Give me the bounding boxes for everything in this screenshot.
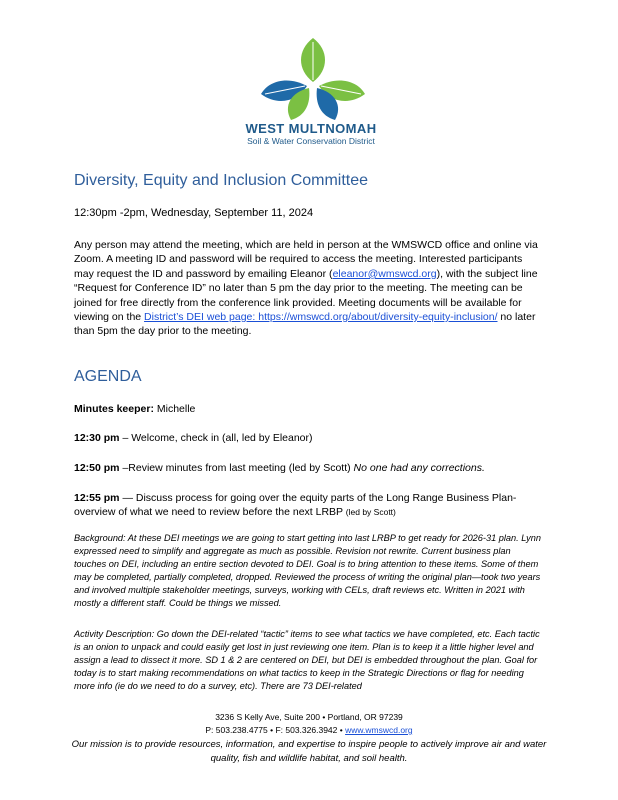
background-paragraph: Background: At these DEI meetings we are going to start getting into last LRBP to get ready for 2026-31 plan. Lynn expressed need to simplify and aggregate as much as possible. Revision not rewrite. Current business plan touches on DEI, including an entire section devoted to DEI. Goal is to bring attention to these items. Some of them may be completed, partially completed, dropped. Reviewed the process of writing the original plan—took two years and involved multiple stakeholder meetings, surveys, working with CELs, draft reviews etc. Written in 2021 with mostly a different staff. Could be things we missed. — [74, 533, 541, 609]
org-name: WEST MULTNOMAH — [245, 121, 377, 136]
intro-text-1: Any person may attend the meeting, which are held in person at the WMSWCD office and online via Zoom. A meeting ID and password will be required to access the meeting. Interested participants may request the ID and password by emailing Eleanor ( — [74, 239, 538, 280]
agenda-item-1-text: – Welcome, check in (all, led by Eleanor) — [119, 432, 313, 444]
agenda-item-3-time: 12:55 pm — [74, 492, 120, 504]
org-subtitle: Soil & Water Conservation District — [247, 136, 375, 146]
footer-contact — [40, 725, 578, 735]
agenda-item-2-time: 12:50 pm — [74, 462, 120, 474]
mission-statement: Our mission is to provide resources, information, and expertise to inspire people to actively improve air and water quality, fish and wildlife habitat, and soil health. — [71, 739, 547, 764]
agenda-item-2-text: –Review minutes from last meeting (led by Scott) — [119, 462, 354, 474]
intro-text-3: no later than 5pm the day prior to the meeting. — [74, 311, 536, 338]
minutes-keeper-value: Michelle — [153, 403, 196, 415]
agenda-item-3 — [74, 491, 544, 520]
email-link[interactable]: eleanor@wmswcd.org — [332, 267, 437, 280]
activity-paragraph: Activity Description: Go down the DEI-related “tactic” items to see what tactics we have completed, etc. Each tactic is an onion to unpack and could easily get lost in just reviewing one item. Plan is to keep it a little higher level and assign a lead to dissect it more. SD 1 & 2 are centered on DEI, but DEI is embedded throughout the plan. Goal for today is to start making recommendations on what tactics to keep in the Strategic Directions or flag for needing more info (ie do we need to do a survey, etc). There are 73 DEI-related — [74, 629, 540, 692]
meeting-time: 12:30pm -2pm, Wednesday, September 11, 2024 — [74, 207, 314, 219]
website-link[interactable]: www.wmswcd.org — [345, 725, 413, 735]
footer-phone-fax: P: 503.238.4775 • F: 503.326.3942 • — [205, 725, 346, 735]
agenda-item-3-lead: (led by Scott) — [345, 507, 396, 518]
agenda-item-1-time: 12:30 pm — [74, 432, 120, 444]
agenda-heading: AGENDA — [74, 368, 142, 385]
footer-address: 3236 S Kelly Ave, Suite 200 • Portland, OR 97239 — [215, 712, 403, 722]
committee-title: Diversity, Equity and Inclusion Committee — [74, 172, 369, 189]
intro-paragraph — [74, 238, 544, 339]
minutes-keeper — [74, 402, 544, 416]
minutes-keeper-label: Minutes keeper: — [74, 403, 154, 415]
agenda-item-2 — [74, 461, 544, 475]
dei-webpage-link[interactable]: District’s DEI web page: https://wmswcd.org/about/diversity-equity-inclusion/ — [144, 311, 498, 324]
agenda-item-3-text: — Discuss process for going over the equity parts of the Long Range Business Plan- overview of what we need to review before the next LRBP — [74, 492, 517, 519]
intro-text-2: ), with the subject line “Request for Conference ID” no later than 5 pm the day prior to the meeting. The meeting can be joined for free directly from the conference link provided. Meeting documents will be available for viewing on the — [74, 267, 538, 324]
leaf-logo-icon — [253, 36, 373, 122]
agenda-item-1 — [74, 431, 544, 445]
agenda-item-2-note: No one had any corrections. — [353, 462, 485, 474]
